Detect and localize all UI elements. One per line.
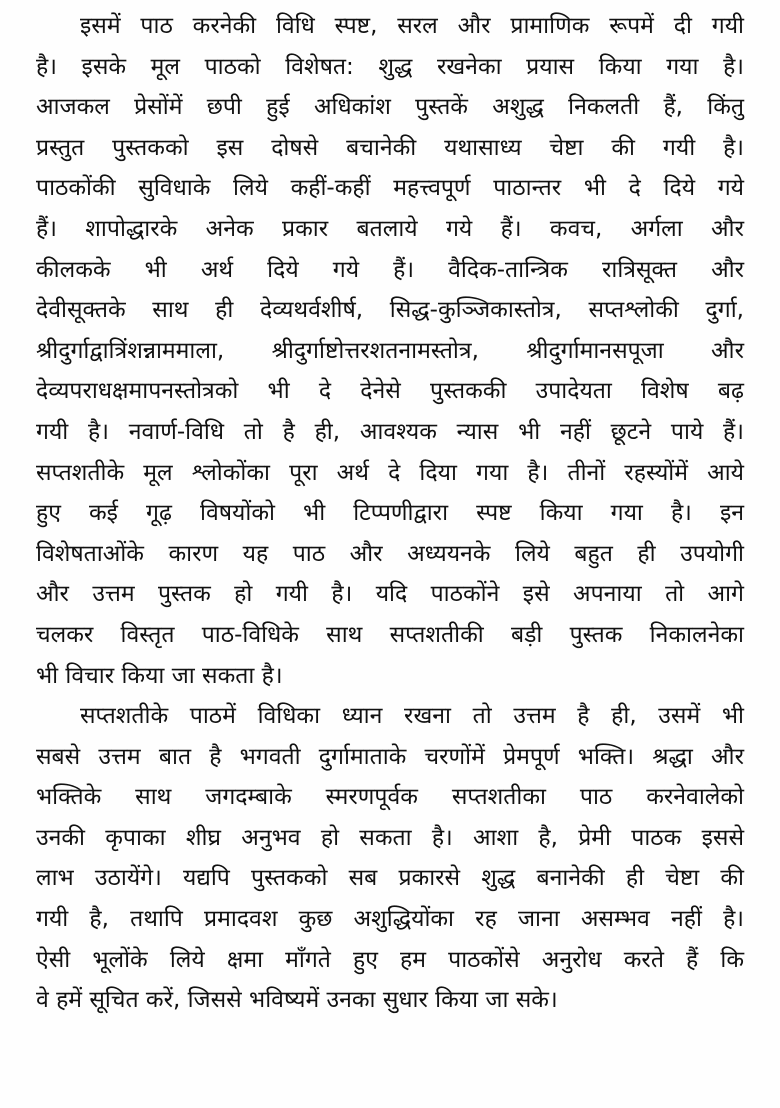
text-line: भी विचार किया जा सकता है। [36, 662, 283, 689]
text-line: देवीसूक्तके साथ ही देव्यथर्वशीर्ष, सिद्ध-कुञ्जिकास्तोत्र, सप्तश्लोकी दुर्गा, [36, 297, 744, 324]
text-line: सप्तशतीके मूल श्लोकोंका पूरा अर्थ दे दिया गया है। तीनों रहस्योंमें आये [36, 459, 744, 486]
text-line: हैं। शापोद्धारके अनेक प्रकार बतलाये गये हैं। कवच, अर्गला और [36, 215, 744, 242]
text-line: गयी है। नवार्ण-विधि तो है ही, आवश्यक न्यास भी नहीं छूटने पाये हैं। [36, 418, 744, 445]
text-line: सप्तशतीके पाठमें विधिका ध्यान रखना तो उत्तम है ही, उसमें भी [80, 703, 744, 730]
text-line: आजकल प्रेसोंमें छपी हुई अधिकांश पुस्तकें अशुद्ध निकलती हैं, किंतु [36, 94, 744, 121]
paragraph-1 [36, 6, 744, 696]
text-line: विशेषताओंके कारण यह पाठ और अध्ययनके लिये बहुत ही उपयोगी [36, 540, 744, 567]
text-line: सबसे उत्तम बात है भगवती दुर्गामाताके चरणोंमें प्रेमपूर्ण भक्ति। श्रद्धा और [36, 743, 744, 770]
text-line: उनकी कृपाका शीघ्र अनुभव हो सकता है। आशा है, प्रेमी पाठक इससे [36, 824, 744, 851]
text-line: देव्यपराधक्षमापनस्तोत्रको भी दे देनेसे पुस्तककी उपादेयता विशेष बढ़ [36, 378, 744, 405]
text-line: है। इसके मूल पाठको विशेषत: शुद्ध रखनेका प्रयास किया गया है। [36, 53, 744, 80]
text-line: चलकर विस्तृत पाठ-विधिके साथ सप्तशतीकी बड़ी पुस्तक निकालनेका [36, 621, 744, 648]
text-line: कीलकके भी अर्थ दिये गये हैं। वैदिक-तान्त्रिक रात्रिसूक्त और [36, 256, 744, 283]
text-line: पाठकोंकी सुविधाके लिये कहीं-कहीं महत्त्वपूर्ण पाठान्तर भी दे दिये गये [36, 175, 744, 202]
text-line: वे हमें सूचित करें, जिससे भविष्यमें उनका सुधार किया जा सके। [36, 987, 558, 1014]
text-line: इसमें पाठ करनेकी विधि स्पष्ट, सरल और प्रामाणिक रूपमें दी गयी [80, 13, 744, 39]
paragraph-2 [36, 696, 744, 1021]
text-line: लाभ उठायेंगे। यद्यपि पुस्तकको सब प्रकारसे शुद्ध बनानेकी ही चेष्टा की [36, 865, 744, 892]
text-line: गयी है, तथापि प्रमादवश कुछ अशुद्धियोंका रह जाना असम्भव नहीं है। [36, 906, 744, 933]
text-line: ऐसी भूलोंके लिये क्षमा माँगते हुए हम पाठकोंसे अनुरोध करते हैं कि [36, 946, 744, 973]
text-line: और उत्तम पुस्तक हो गयी है। यदि पाठकोंने इसे अपनाया तो आगे [36, 581, 744, 608]
text-line: हुए कई गूढ़ विषयोंको भी टिप्पणीद्वारा स्पष्ट किया गया है। इन [36, 500, 744, 527]
text-line: भक्तिके साथ जगदम्बाके स्मरणपूर्वक सप्तशतीका पाठ करनेवालेको [36, 784, 744, 811]
text-line: श्रीदुर्गाद्वात्रिंशन्नाममाला, श्रीदुर्गाष्टोत्तरशतनामस्तोत्र, श्रीदुर्गामानसपूजा और [36, 337, 744, 364]
text-line: प्रस्तुत पुस्तकको इस दोषसे बचानेकी यथासाध्य चेष्टा की गयी है। [36, 134, 744, 161]
